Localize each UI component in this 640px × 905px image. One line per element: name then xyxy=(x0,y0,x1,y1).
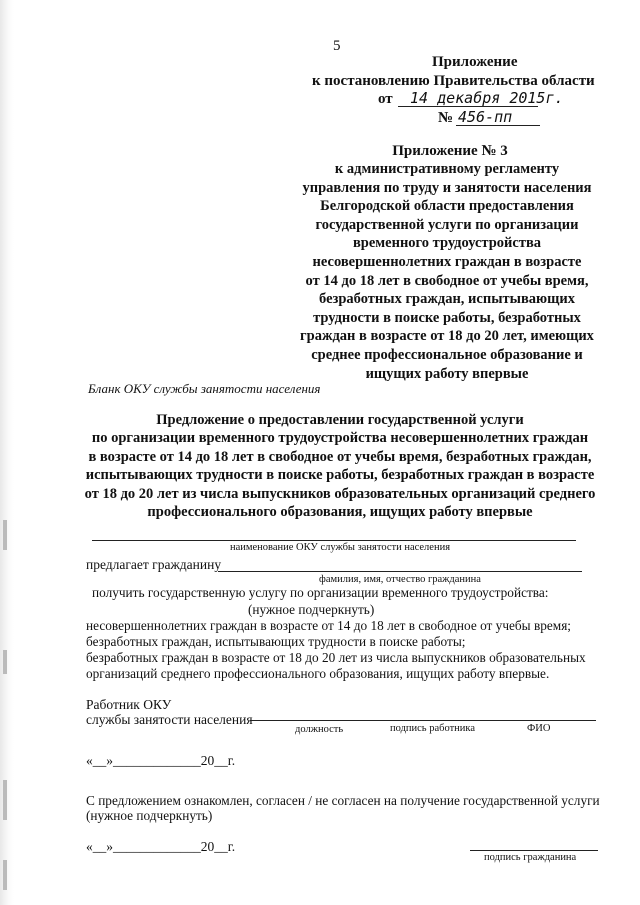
caption-worker-signature: подпись работника xyxy=(390,723,476,734)
citizen-name-line[interactable] xyxy=(218,571,582,572)
header-date-value: 14 декабря 2015г. xyxy=(410,89,564,107)
date-underline xyxy=(398,106,538,107)
scan-left-edge xyxy=(0,0,14,905)
consent-note: (нужное подчеркнуть) xyxy=(86,808,213,823)
proposal-title xyxy=(70,411,610,521)
option-graduates-line2: организаций среднего профессионального образования, ищущих работу впервые. xyxy=(86,666,550,681)
scan-edge-mark xyxy=(3,520,7,550)
appendix-line: безработных граждан, испытывающих xyxy=(319,291,575,308)
proposal-title-line: профессионального образования, ищущих работу впервые xyxy=(147,504,533,521)
worker-signature-line[interactable] xyxy=(250,720,596,721)
option-unemployed-difficulty: безработных граждан, испытывающих трудности в поиске работы; xyxy=(86,634,466,649)
proposal-title-line: по организации временного трудоустройства несовершеннолетних граждан xyxy=(91,430,589,447)
receive-line: получить государственную услугу по организации временного трудоустройства: xyxy=(92,585,549,600)
header-date-prefix: от xyxy=(378,91,393,107)
caption-position: должность xyxy=(295,724,344,735)
date-line-citizen[interactable]: «__»_____________20__г. xyxy=(86,839,236,854)
underline-note: (нужное подчеркнуть) xyxy=(248,602,375,617)
date-line-worker[interactable]: «__»_____________20__г. xyxy=(86,753,236,768)
okus-name-line[interactable] xyxy=(92,540,576,541)
appendix-line: граждан в возрасте от 18 до 20 лет, имеющих xyxy=(300,328,594,345)
header-number-value: 456-пп xyxy=(458,108,513,126)
option-graduates-line1: безработных граждан в возрасте от 18 до 20 лет из числа выпускников образовательных xyxy=(86,650,586,665)
scan-edge-mark xyxy=(3,780,7,820)
appendix-line: от 14 до 18 лет в свободное от учебы время, xyxy=(305,272,589,289)
header-title: Приложение xyxy=(432,54,518,70)
appendix-line: временного трудоустройства xyxy=(352,235,542,252)
header-line1: к постановлению Правительства области xyxy=(312,73,595,89)
caption-citizen-signature: подпись гражданина xyxy=(484,852,577,863)
proposal-title-line: Предложение о предоставлении государственной услуги xyxy=(156,412,524,428)
appendix-title: Приложение № 3 xyxy=(392,143,508,159)
page-number: 5 xyxy=(333,38,341,54)
citizen-signature-line[interactable] xyxy=(470,850,598,851)
scan-edge-mark xyxy=(3,650,7,674)
appendix-line: к административному регламенту xyxy=(334,161,560,177)
appendix-line: трудности в поиске работы, безработных xyxy=(313,309,581,326)
consent-line: С предложением ознакомлен, согласен / не согласен на получение государственной услуги xyxy=(86,793,600,808)
worker-label-2: службы занятости населения xyxy=(86,712,253,727)
caption-fio: ФИО xyxy=(527,723,551,734)
number-underline xyxy=(456,125,540,126)
appendix-line: ищущих работу впервые xyxy=(365,365,529,382)
appendix-lines xyxy=(282,160,612,383)
blank-label: Бланк ОКУ службы занятости населения xyxy=(88,381,321,396)
appendix-line: управления по труду и занятости населения xyxy=(302,179,592,196)
proposal-title-line: от 18 до 20 лет из числа выпускников образовательных организаций среднего xyxy=(84,485,596,502)
citizen-caption: фамилия, имя, отчество гражданина xyxy=(319,574,481,585)
appendix-line: государственной услуги по организации xyxy=(315,216,579,233)
proposal-title-line: испытывающих трудности в поиске работы, безработных граждан в возрасте xyxy=(85,467,595,484)
okus-caption: наименование ОКУ службы занятости населения xyxy=(229,542,451,553)
header-number-prefix: № xyxy=(438,110,454,126)
scan-edge-mark xyxy=(3,860,7,890)
offers-label: предлагает гражданину xyxy=(86,557,222,572)
appendix-line: среднее профессиональное образование и xyxy=(311,346,583,363)
worker-label-1: Работник ОКУ xyxy=(86,697,172,712)
proposal-title-line: в возрасте от 14 до 18 лет в свободное от учебы время, безработных граждан, xyxy=(88,448,592,465)
appendix-line: несовершеннолетних граждан в возрасте xyxy=(312,253,582,270)
appendix-line: Белгородской области предоставления xyxy=(320,198,574,215)
option-minors: несовершеннолетних граждан в возрасте от 14 до 18 лет в свободное от учебы время; xyxy=(86,618,571,633)
